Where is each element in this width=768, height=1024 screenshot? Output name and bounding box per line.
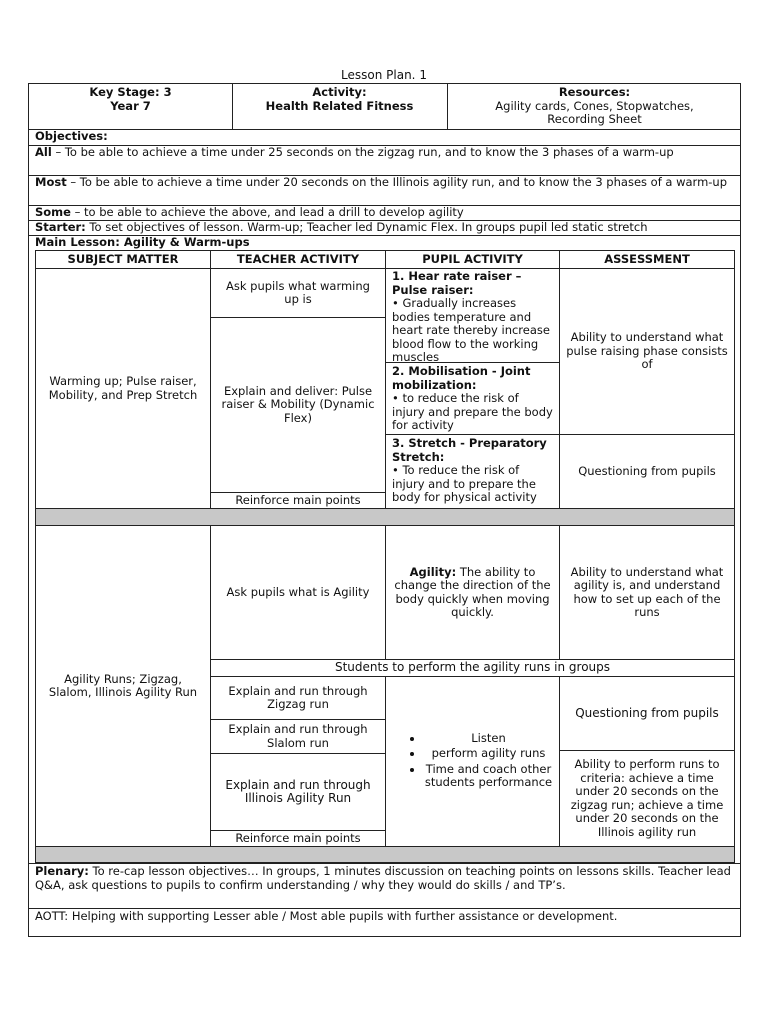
teacher-agility-reinforce bbox=[210, 830, 386, 847]
resources-line-2: Recording Sheet bbox=[547, 112, 642, 126]
teacher-warmup-ask bbox=[210, 268, 386, 318]
teacher-warmup-explain-text: Explain and deliver: Pulse raiser & Mobility (Dynamic Flex) bbox=[221, 383, 375, 425]
subject-warming-up bbox=[35, 268, 211, 509]
pupil-agility-label: Agility: bbox=[409, 564, 457, 579]
section-divider bbox=[35, 508, 735, 526]
list-item: • Time and coach other students performance bbox=[424, 763, 553, 790]
main-lesson-heading: Main Lesson: Agility & Warm-ups bbox=[35, 235, 250, 249]
objective-some-label: Some bbox=[35, 205, 71, 219]
objective-all-label: All bbox=[35, 145, 52, 159]
teacher-illinois bbox=[210, 753, 386, 831]
key-stage-label: Key Stage: 3 bbox=[89, 85, 172, 99]
teacher-warmup-explain bbox=[210, 317, 386, 493]
pupil-agility-definition bbox=[385, 525, 560, 660]
assessment-agility-questioning-text: Questioning from pupils bbox=[575, 705, 719, 720]
teacher-agility-ask bbox=[210, 525, 386, 660]
page-title: Lesson Plan. 1 bbox=[341, 68, 427, 82]
objective-all bbox=[35, 146, 732, 160]
year-label: Year 7 bbox=[110, 98, 151, 113]
assessment-agility-understand bbox=[559, 525, 735, 660]
teacher-zigzag bbox=[210, 676, 386, 720]
objectives-heading: Objectives: bbox=[35, 129, 108, 143]
activity-value: Health Related Fitness bbox=[265, 98, 414, 113]
lesson-table bbox=[35, 250, 735, 863]
teacher-agility-ask-text: Ask pupils what is Agility bbox=[226, 584, 370, 599]
teacher-warmup-reinforce bbox=[210, 492, 386, 509]
pupil-mobilisation-title: 2. Mobilisation - Joint mobilization: bbox=[392, 364, 531, 392]
teacher-zigzag-text: Explain and run through Zigzag run bbox=[228, 683, 368, 711]
pupil-agility-definition-text bbox=[392, 566, 553, 620]
starter-row bbox=[35, 221, 732, 235]
plenary-text: To re-cap lesson objectives… In groups, 1 minutes discussion on teaching points on lessons skills. Teacher lead Q&A, ask questions to pupils to confirm understanding / why they would do skills / and TP’s. bbox=[35, 864, 731, 892]
starter-label: Starter: bbox=[35, 220, 86, 234]
groups-row-text: Students to perform the agility runs in groups bbox=[334, 660, 611, 675]
header-assessment: ASSESSMENT bbox=[559, 250, 735, 269]
pupil-agility-runs bbox=[385, 676, 560, 847]
resources-label: Resources: bbox=[558, 85, 631, 99]
objective-most bbox=[35, 176, 732, 190]
assessment-pulse-raising bbox=[559, 268, 735, 435]
starter-text: To set objectives of lesson. Warm-up; Teacher led Dynamic Flex. In groups pupil led static stretch bbox=[85, 220, 648, 234]
pupil-mobilisation bbox=[385, 362, 560, 435]
assessment-warmup-questioning bbox=[559, 434, 735, 509]
objective-most-label: Most bbox=[35, 175, 67, 189]
pupil-stretch-text: • To reduce the risk of injury and to prepare the body for physical activity bbox=[392, 463, 537, 504]
header-teacher-activity: TEACHER ACTIVITY bbox=[210, 250, 386, 269]
header-pupil-activity: PUPIL ACTIVITY bbox=[385, 250, 560, 269]
teacher-slalom-text: Explain and run through Slalom run bbox=[228, 722, 368, 750]
pupil-agility-bullets bbox=[406, 732, 553, 792]
plenary-label: Plenary: bbox=[35, 864, 89, 878]
subject-agility-runs bbox=[35, 525, 211, 847]
plenary-row bbox=[35, 865, 732, 892]
objective-some-text: – to be able to achieve the above, and lead a drill to develop agility bbox=[70, 205, 464, 219]
assessment-warmup-questioning-text: Questioning from pupils bbox=[578, 463, 716, 478]
teacher-warmup-ask-text: Ask pupils what warming up is bbox=[226, 278, 370, 306]
pupil-pulse-raiser-title: 1. Hear rate raiser – Pulse raiser: bbox=[392, 269, 522, 297]
section-divider-bottom bbox=[35, 846, 735, 863]
lesson-plan-form bbox=[28, 83, 741, 937]
key-stage-cell bbox=[29, 84, 232, 131]
groups-row bbox=[210, 659, 735, 677]
subject-agility-runs-text: Agility Runs; Zigzag, Slalom, Illinois Agility Run bbox=[48, 671, 198, 699]
objective-some bbox=[35, 206, 732, 220]
activity-cell bbox=[232, 84, 447, 131]
resources-line-1: Agility cards, Cones, Stopwatches, bbox=[495, 98, 694, 113]
assessment-agility-criteria-text: Ability to perform runs to criteria: achieve a time under 20 seconds on the zigzag run; achieve a time under 20 seconds on the Illinois agility run bbox=[570, 757, 724, 839]
pupil-pulse-raiser-text: • Gradually increases bodies temperature and heart rate thereby increase blood flow to the working muscles bbox=[392, 296, 550, 364]
pupil-mobilisation-text: • to reduce the risk of injury and prepare the body for activity bbox=[392, 391, 553, 432]
pupil-pulse-raiser bbox=[385, 268, 560, 363]
teacher-agility-reinforce-text: Reinforce main points bbox=[235, 830, 361, 845]
pupil-agility-desc: The ability to change the direction of the body quickly when moving quickly. bbox=[394, 564, 551, 619]
assessment-agility-criteria bbox=[559, 750, 735, 847]
resources-cell bbox=[447, 84, 742, 131]
assessment-agility-understand-text: Ability to understand what agility is, and understand how to set up each of the runs bbox=[570, 564, 724, 619]
teacher-warmup-reinforce-text: Reinforce main points bbox=[235, 492, 361, 507]
assessment-pulse-raising-text: Ability to understand what pulse raising phase consists of bbox=[566, 330, 728, 372]
subject-warming-up-text: Warming up; Pulse raiser, Mobility, and Prep Stretch bbox=[48, 374, 198, 402]
activity-label: Activity: bbox=[312, 85, 367, 99]
objective-most-text: – To be able to achieve a time under 20 seconds on the Illinois agility run, and to know the 3 phases of a warm-up bbox=[66, 175, 728, 189]
teacher-slalom bbox=[210, 719, 386, 754]
aott-row: AOTT: Helping with supporting Lesser able / Most able pupils with further assistance or development. bbox=[35, 909, 618, 923]
pupil-stretch-title: 3. Stretch - Preparatory Stretch: bbox=[392, 436, 547, 464]
list-item: • perform agility runs bbox=[424, 747, 553, 761]
list-item: • Listen bbox=[424, 732, 553, 746]
teacher-illinois-text: Explain and run through Illinois Agility Run bbox=[225, 777, 371, 805]
objective-all-text: – To be able to achieve a time under 25 seconds on the zigzag run, and to know the 3 phases of a warm-up bbox=[51, 145, 674, 159]
pupil-stretch bbox=[385, 434, 560, 509]
header-subject-matter: SUBJECT MATTER bbox=[35, 250, 211, 269]
assessment-agility-questioning bbox=[559, 676, 735, 751]
